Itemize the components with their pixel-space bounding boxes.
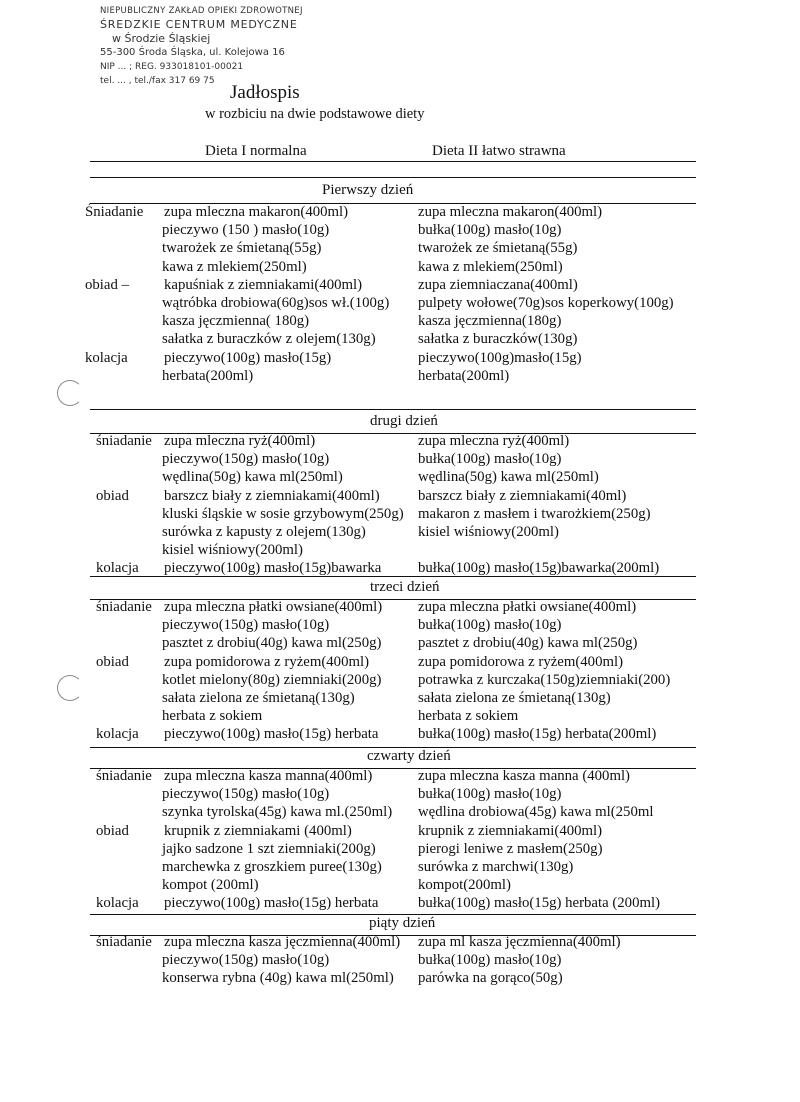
diet-1-item: kapuśniak z ziemniakami(400ml) [164, 276, 363, 293]
diet-1-item: jajko sadzone 1 szt ziemniaki(200g) [162, 840, 376, 857]
menu-row [0, 277, 800, 296]
diet-2-item: wędlina(50g) kawa ml(250ml) [418, 469, 599, 486]
diet-1-item: kotlet mielony(80g) ziemniaki(200g) [162, 671, 382, 688]
menu-row [0, 804, 800, 823]
diet-1-item: konserwa rybna (40g) kawa ml(250ml) [162, 970, 394, 987]
document-subtitle: w rozbiciu na dwie podstawowe diety [205, 106, 425, 122]
diet-1-item: twarożek ze śmietaną(55g) [162, 240, 322, 257]
diet-2-item: sałata zielona ze śmietaną(130g) [418, 690, 611, 706]
diet-1-item: zupa mleczna kasza jęczmienna(400ml) [164, 934, 401, 950]
diet-1-item: surówka z kapusty z olejem(130g) [162, 524, 366, 540]
menu-row [0, 635, 800, 654]
diet-2-item: kasza jęczmienna(180g) [418, 313, 562, 330]
meal-label: śniadanie [96, 433, 152, 449]
menu-row [0, 708, 800, 727]
meal-label: Śniadanie [85, 204, 144, 220]
diet-2-item: pasztet z drobiu(40g) kawa ml(250g) [418, 635, 638, 652]
diet-2-item: bułka(100g) masło(10g) [418, 222, 562, 239]
menu-row [0, 488, 800, 507]
diet-2-item: sałatka z buraczków(130g) [418, 331, 578, 348]
menu-row [0, 617, 800, 636]
diet-2-item: wędlina drobiowa(45g) kawa ml(250ml [418, 804, 654, 821]
diet-2-item: bułka(100g) masło(15g) herbata (200ml) [418, 895, 661, 912]
diet-2-item: bułka(100g) masło(15g)bawarka(200ml) [418, 560, 660, 577]
menu-row [0, 222, 800, 241]
diet-2-item: potrawka z kurczaka(150g)ziemniaki(200) [418, 671, 671, 688]
day-heading: piąty dzień [369, 915, 436, 931]
day-heading: czwarty dzień [367, 748, 451, 764]
diet-1-item: kompot (200ml) [162, 877, 259, 894]
day-divider [90, 177, 696, 178]
diet-2-item: herbata z sokiem [418, 708, 519, 725]
day-heading: trzeci dzień [370, 579, 440, 595]
diet-1-item: szynka tyrolska(45g) kawa ml.(250ml) [162, 804, 393, 821]
menu-row [0, 524, 800, 543]
menu-row [0, 451, 800, 470]
day-heading: Pierwszy dzień [322, 182, 414, 198]
meal-label: kolacja [96, 726, 139, 743]
diet-2-item: zupa pomidorowa z ryżem(400ml) [418, 653, 624, 670]
stamp-line-4: 55-300 Środa Śląska, ul. Kolejowa 16 [100, 47, 285, 58]
diet-2-item: pierogi leniwe z masłem(250g) [418, 840, 603, 857]
menu-row [0, 259, 800, 278]
diet-1-item: zupa pomidorowa z ryżem(400ml) [164, 653, 370, 670]
meal-label: kolacja [96, 560, 139, 577]
menu-row [0, 295, 800, 314]
diet-2-item: kawa z mlekiem(250ml) [418, 258, 563, 275]
diet-1-item: marchewka z groszkiem puree(130g) [162, 859, 382, 875]
diet-1-item: zupa mleczna makaron(400ml) [164, 204, 349, 220]
diet-1-item: zupa mleczna płatki owsiane(400ml) [164, 599, 383, 615]
diet-2-item: bułka(100g) masło(10g) [418, 451, 562, 468]
menu-row [0, 469, 800, 488]
menu-row [0, 786, 800, 805]
diet-2-item: zupa ml kasza jęczmienna(400ml) [418, 934, 621, 950]
stamp-line-2: ŚREDZKIE CENTRUM MEDYCZNE [100, 18, 298, 31]
diet-2-item: pulpety wołowe(70g)sos koperkowy(100g) [418, 295, 674, 311]
meal-label: śniadanie [96, 599, 152, 615]
menu-row [0, 599, 800, 618]
meal-label: obiad [96, 487, 129, 504]
document-title: Jadłospis [230, 82, 300, 103]
diet-1-item: sałatka z buraczków z olejem(130g) [162, 331, 376, 348]
meal-label: obiad [96, 653, 129, 670]
menu-row [0, 542, 800, 561]
menu-row [0, 970, 800, 989]
column-header-diet-2: Dieta II łatwo strawna [432, 143, 566, 159]
diet-1-item: pieczywo(150g) masło(10g) [162, 617, 330, 634]
diet-2-item: zupa ziemniaczana(400ml) [418, 276, 578, 293]
menu-row [0, 726, 800, 745]
stamp-line-5: NIP ... ; REG. 933018101-00021 [100, 62, 244, 72]
menu-row [0, 895, 800, 914]
diet-1-item: zupa mleczna kasza manna(400ml) [164, 768, 373, 784]
diet-2-item: zupa mleczna kasza manna (400ml) [418, 768, 630, 784]
menu-row [0, 368, 800, 387]
meal-label: śniadanie [96, 768, 152, 784]
diet-2-item: kompot(200ml) [418, 877, 511, 894]
header-divider [90, 161, 696, 162]
menu-row [0, 240, 800, 259]
diet-1-item: pieczywo (150 ) masło(10g) [162, 222, 330, 239]
diet-2-item: kisiel wiśniowy(200ml) [418, 524, 559, 540]
diet-2-item: makaron z masłem i twarożkiem(250g) [418, 505, 651, 522]
diet-1-item: pasztet z drobiu(40g) kawa ml(250g) [162, 635, 382, 652]
diet-1-item: pieczywo(150g) masło(10g) [162, 786, 330, 803]
menu-row [0, 204, 800, 223]
day-heading: drugi dzień [370, 413, 438, 429]
stamp-line-6: tel. ... , tel./fax 317 69 75 [100, 76, 215, 86]
diet-2-item: bułka(100g) masło(10g) [418, 617, 562, 634]
menu-row [0, 823, 800, 842]
diet-2-item: herbata(200ml) [418, 367, 510, 384]
stamp-line-1: NIEPUBLICZNY ZAKŁAD OPIEKI ZDROWOTNEJ [100, 6, 303, 16]
diet-1-item: pieczywo(100g) masło(15g) herbata [164, 895, 379, 912]
diet-1-item: pieczywo(100g) masło(15g)bawarka [164, 560, 382, 577]
diet-2-item: parówka na gorąco(50g) [418, 970, 563, 987]
diet-1-item: wędlina(50g) kawa ml(250ml) [162, 469, 343, 486]
diet-1-item: herbata(200ml) [162, 367, 254, 384]
meal-label: kolacja [85, 349, 128, 366]
diet-2-item: krupnik z ziemniakami(400ml) [418, 822, 603, 839]
meal-label: kolacja [96, 895, 139, 912]
meal-label: obiad – [85, 276, 129, 293]
day-divider [90, 409, 696, 410]
menu-row [0, 506, 800, 525]
diet-2-item: zupa mleczna ryż(400ml) [418, 433, 570, 449]
diet-2-item: twarożek ze śmietaną(55g) [418, 240, 578, 257]
stamp-line-3: w Środzie Śląskiej [112, 32, 211, 45]
day-divider [90, 576, 696, 577]
meal-label: śniadanie [96, 934, 152, 950]
diet-2-item: surówka z marchwi(130g) [418, 859, 574, 875]
column-header-diet-1: Dieta I normalna [205, 143, 307, 159]
menu-row [0, 690, 800, 709]
diet-1-item: pieczywo(150g) masło(10g) [162, 952, 330, 969]
menu-row [0, 934, 800, 953]
diet-1-item: pieczywo(100g) masło(15g) herbata [164, 726, 379, 743]
menu-row [0, 768, 800, 787]
diet-2-item: bułka(100g) masło(15g) herbata(200ml) [418, 726, 657, 743]
diet-1-item: pieczywo(150g) masło(10g) [162, 451, 330, 468]
diet-1-item: krupnik z ziemniakami (400ml) [164, 822, 352, 839]
diet-1-item: kasza jęczmienna( 180g) [162, 313, 310, 330]
diet-2-item: bułka(100g) masło(10g) [418, 952, 562, 969]
diet-1-item: kawa z mlekiem(250ml) [162, 258, 307, 275]
menu-row [0, 952, 800, 971]
diet-1-item: pieczywo(100g) masło(15g) [164, 349, 332, 366]
diet-2-item: bułka(100g) masło(10g) [418, 786, 562, 803]
menu-row [0, 877, 800, 896]
menu-row [0, 859, 800, 878]
diet-1-item: wątróbka drobiowa(60g)sos wł.(100g) [162, 295, 390, 311]
diet-1-item: sałata zielona ze śmietaną(130g) [162, 690, 355, 706]
diet-2-item: zupa mleczna płatki owsiane(400ml) [418, 599, 637, 615]
meal-label: obiad [96, 822, 129, 839]
menu-row [0, 841, 800, 860]
menu-row [0, 433, 800, 452]
menu-row [0, 654, 800, 673]
diet-1-item: kisiel wiśniowy(200ml) [162, 542, 303, 559]
menu-row [0, 672, 800, 691]
diet-1-item: herbata z sokiem [162, 708, 263, 725]
diet-1-item: zupa mleczna ryż(400ml) [164, 433, 316, 449]
diet-2-item: pieczywo(100g)masło(15g) [418, 349, 582, 366]
diet-1-item: kluski śląskie w sosie grzybowym(250g) [162, 505, 404, 522]
diet-1-item: barszcz biały z ziemniakami(400ml) [164, 487, 380, 504]
menu-row [0, 313, 800, 332]
diet-2-item: barszcz biały z ziemniakami(40ml) [418, 487, 627, 504]
diet-2-item: zupa mleczna makaron(400ml) [418, 204, 603, 220]
institution-stamp [100, 4, 303, 88]
menu-row [0, 331, 800, 350]
menu-row [0, 350, 800, 369]
